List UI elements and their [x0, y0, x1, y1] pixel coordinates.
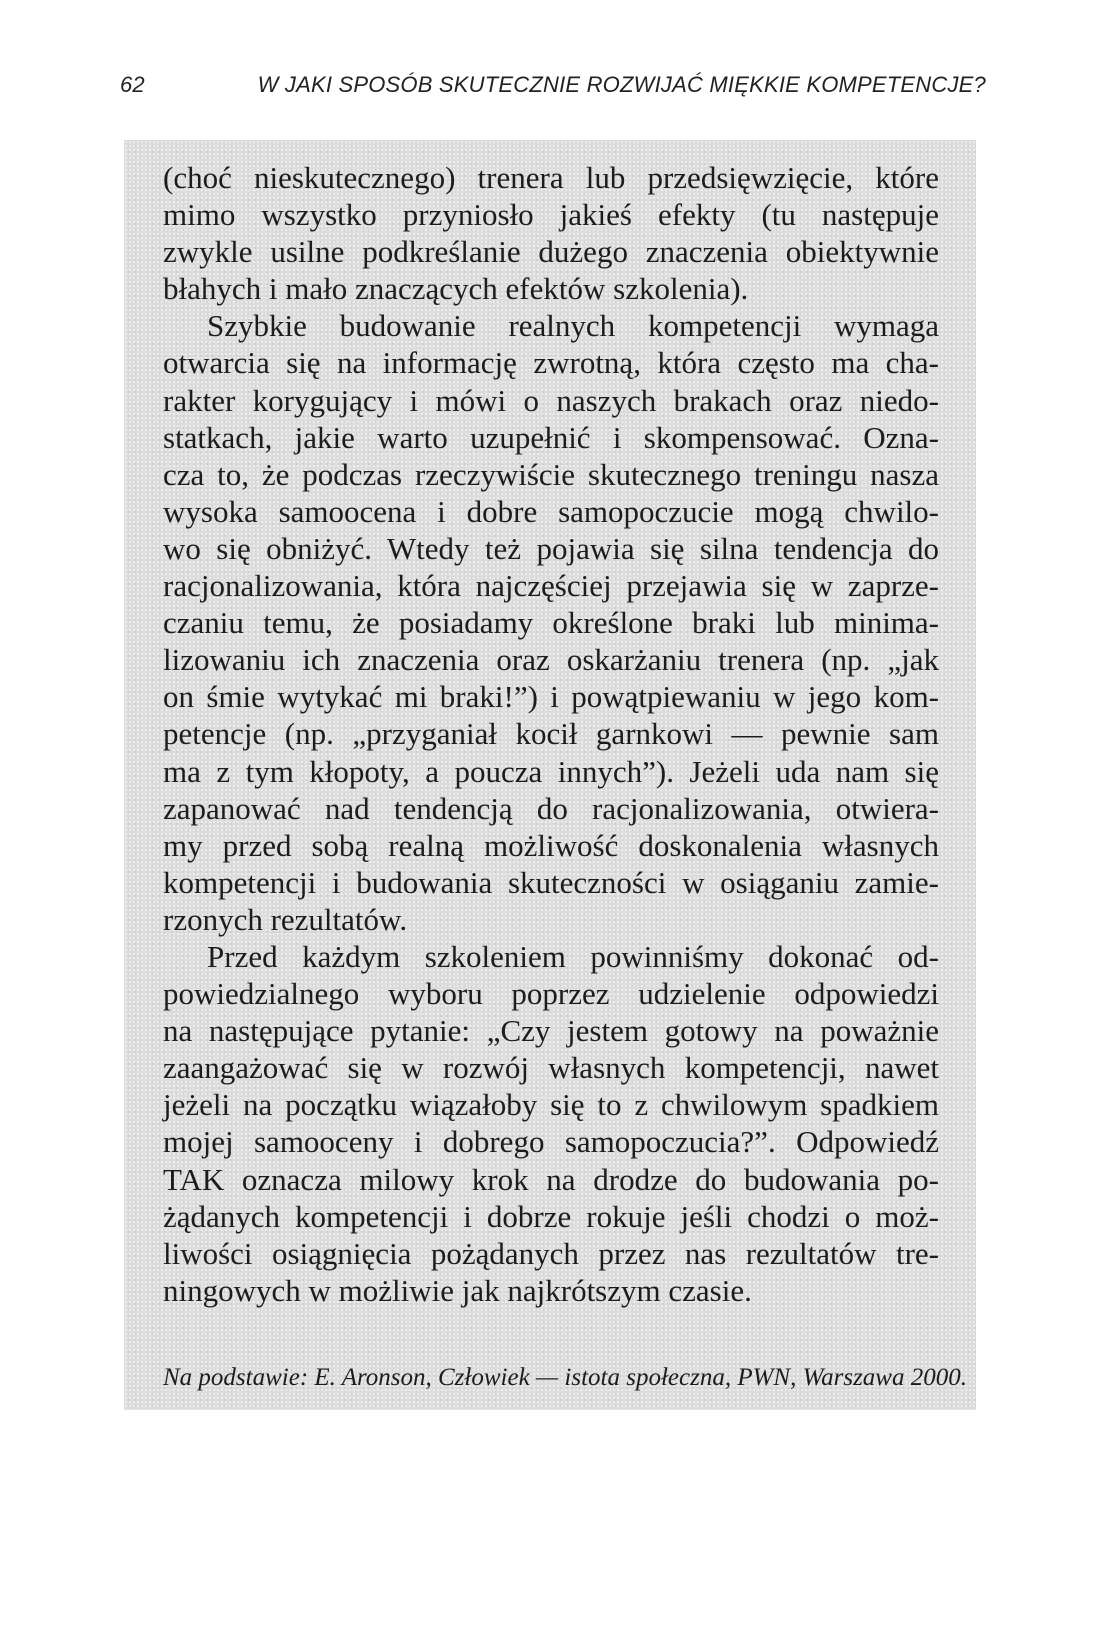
text-line: żądanych kompetencji i dobrze rokuje jeśli chodzi o moż-: [163, 1198, 939, 1234]
text-line: mojej samooceny i dobrego samopoczucia?”. Odpowiedź: [163, 1124, 939, 1160]
text-line: statkach, jakie warto uzupełnić i skompensować. Ozna-: [163, 419, 939, 455]
text-line: Przed każdym szkoleniem powinniśmy dokonać od-: [207, 938, 939, 974]
text-line: TAK oznacza milowy krok na drodze do budowania po-: [163, 1161, 939, 1197]
text-line: ningowych w możliwie jak najkrótszym czasie.: [163, 1272, 752, 1308]
text-line: wysoka samoocena i dobre samopoczucie mogą chwilo-: [163, 493, 939, 529]
text-line: Szybkie budowanie realnych kompetencji wymaga: [207, 308, 939, 344]
text-line: jeżeli na początku wiązałoby się to z chwilowym spadkiem: [163, 1087, 939, 1123]
text-line: otwarcia się na informację zwrotną, która często ma cha-: [163, 345, 939, 381]
body-text: [163, 159, 939, 1309]
text-line: na następujące pytanie: „Czy jestem gotowy na poważnie: [163, 1013, 939, 1049]
page-number: 62: [120, 72, 145, 97]
running-head: [120, 72, 986, 112]
text-line: zwykle usilne podkreślanie dużego znaczenia obiektywnie: [163, 234, 939, 270]
text-line: ma z tym kłopoty, a poucza innych”). Jeżeli uda nam się: [163, 753, 939, 789]
source-citation: Na podstawie: E. Aronson, Człowiek — istota społeczna, PWN, Warszawa 2000.: [163, 1364, 967, 1391]
text-line: on śmie wytykać mi braki!”) i powątpiewaniu w jego kom-: [163, 679, 939, 715]
text-line: rakter korygujący i mówi o naszych brakach oraz niedo-: [163, 382, 939, 418]
text-line: zapanować nad tendencją do racjonalizowania, otwiera-: [163, 790, 939, 826]
text-line: racjonalizowania, która najczęściej przejawia się w zaprze-: [163, 568, 939, 604]
text-line: petencje (np. „przyganiał kocił garnkowi — pewnie sam: [163, 716, 939, 752]
text-line: błahych i mało znaczących efektów szkolenia).: [163, 271, 749, 307]
text-line: liwości osiągnięcia pożądanych przez nas rezultatów tre-: [163, 1235, 939, 1271]
text-line: (choć nieskutecznego) trenera lub przedsięwzięcie, które: [163, 160, 939, 195]
text-line: lizowaniu ich znaczenia oraz oskarżaniu trenera (np. „jak: [163, 642, 939, 678]
text-line: my przed sobą realną możliwość doskonalenia własnych: [163, 827, 939, 863]
text-line: kompetencji i budowania skuteczności w osiąganiu zamie-: [163, 864, 939, 900]
paragraph-3: [163, 938, 939, 1309]
paragraph-2: [163, 307, 939, 938]
paragraph-1: [163, 159, 939, 307]
text-line: czaniu temu, że posiadamy określone braki lub minima-: [163, 605, 939, 641]
text-line: wo się obniżyć. Wtedy też pojawia się silna tendencja do: [163, 530, 939, 566]
text-line: zaangażować się w rozwój własnych kompetencji, nawet: [163, 1050, 939, 1086]
running-title: W JAKI SPOSÓB SKUTECZNIE ROZWIJAĆ MIĘKKIE KOMPETENCJE?: [257, 72, 986, 97]
text-line: powiedzialnego wyboru poprzez udzielenie odpowiedzi: [163, 976, 939, 1012]
text-line: mimo wszystko przyniosło jakieś efekty (tu następuje: [163, 197, 939, 233]
text-line: cza to, że podczas rzeczywiście skutecznego treningu nasza: [163, 456, 939, 492]
text-line: rzonych rezultatów.: [163, 901, 408, 937]
